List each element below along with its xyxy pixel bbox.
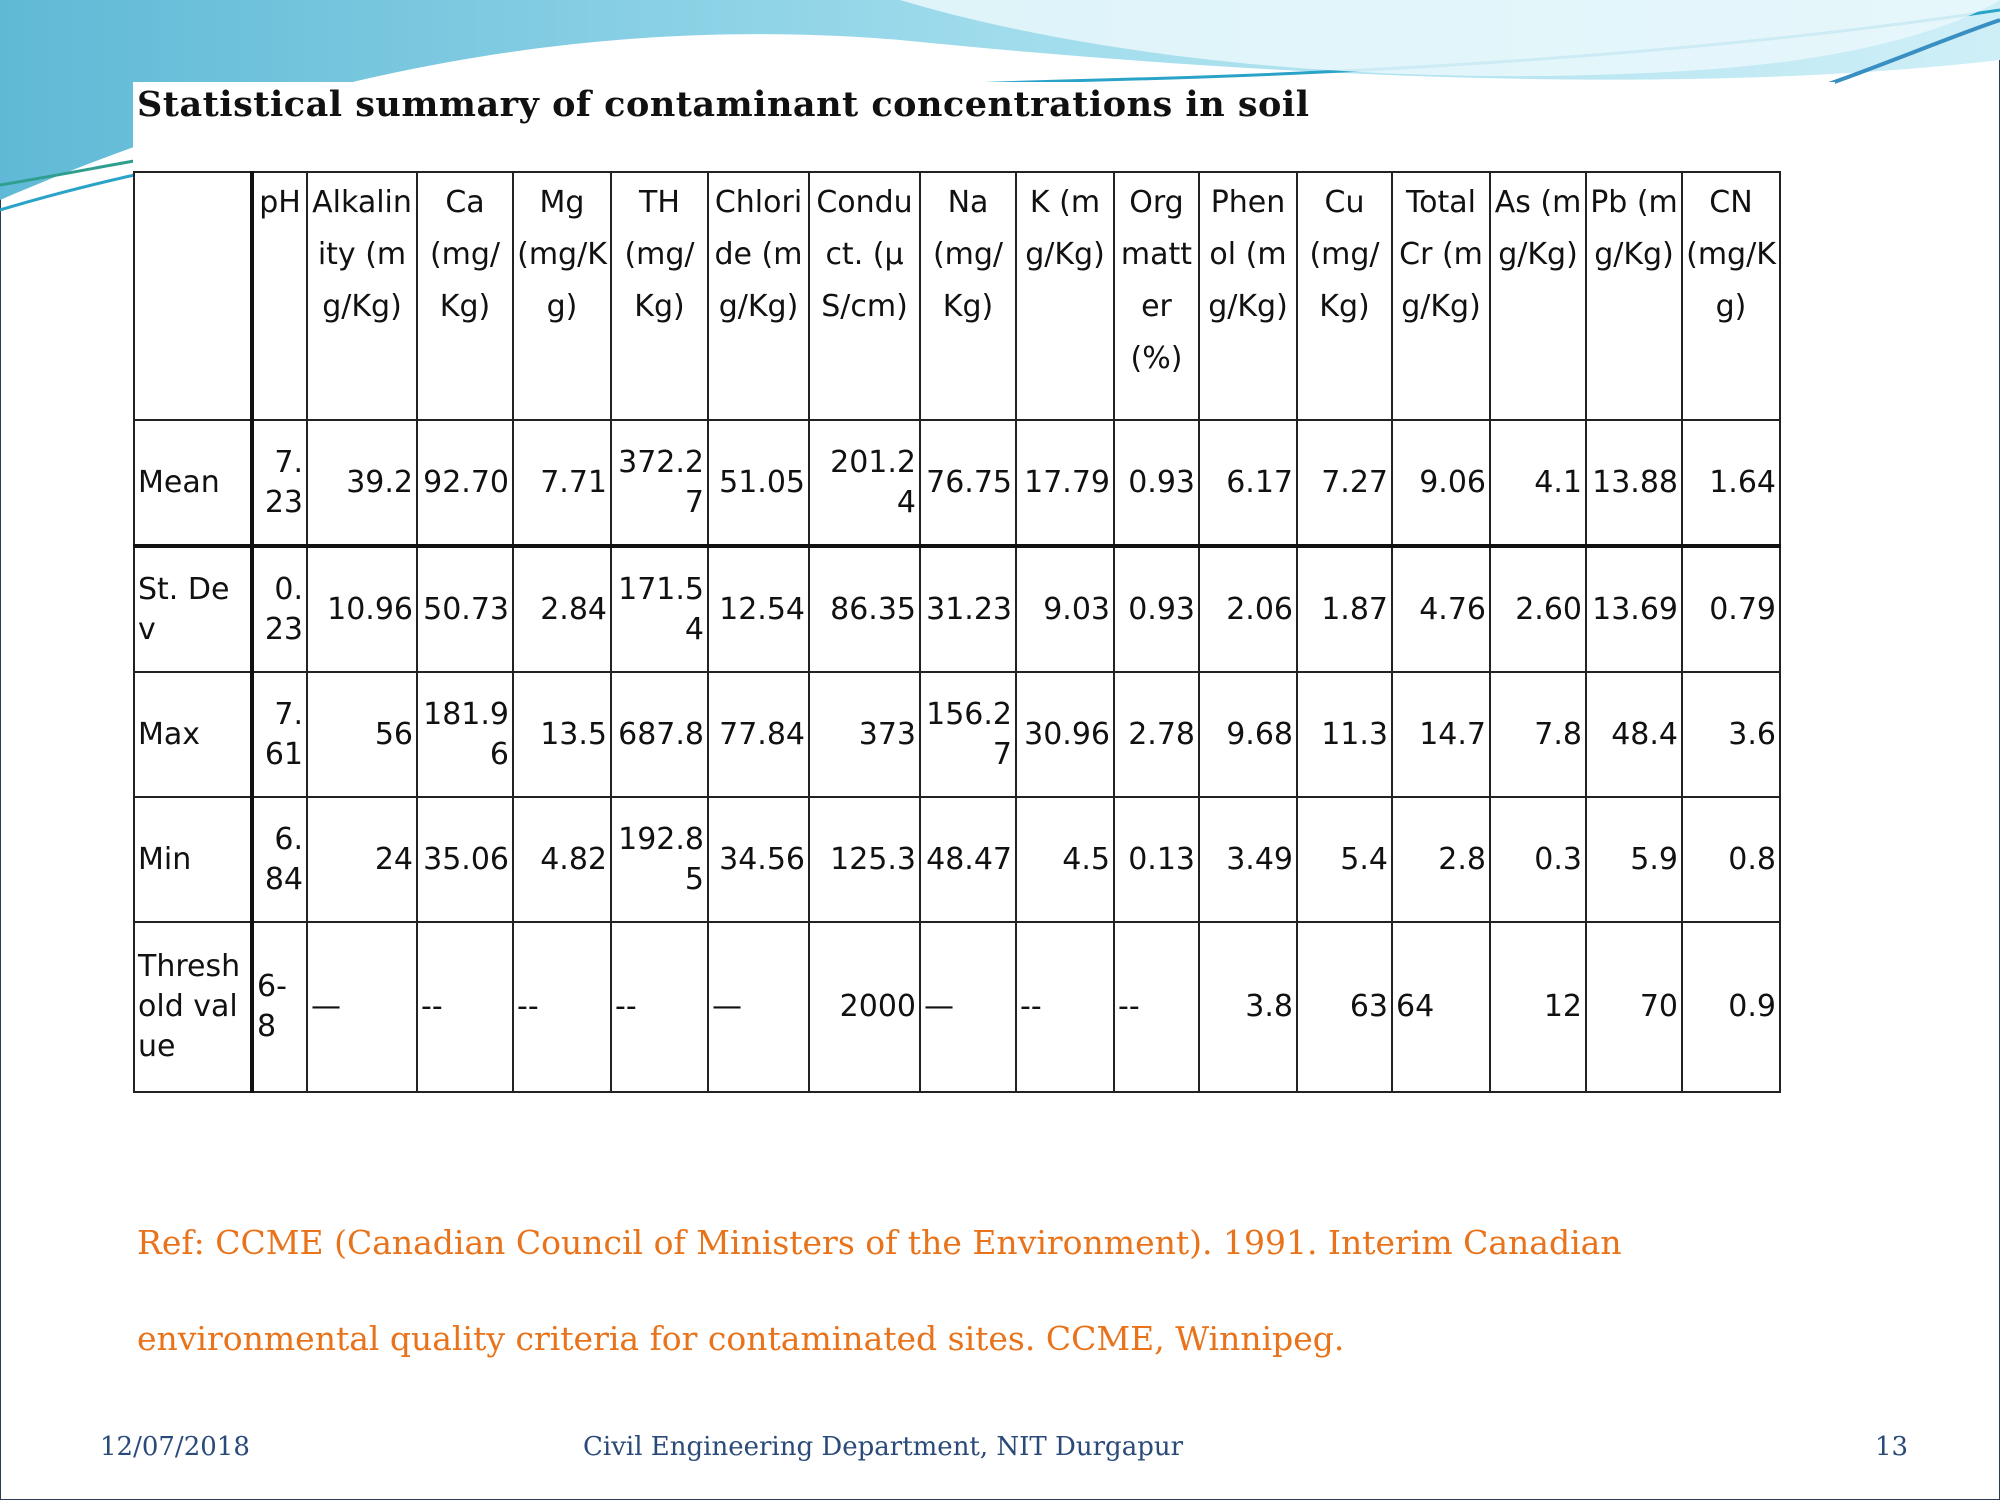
table-cell: 63 (1297, 922, 1392, 1092)
table-cell: 7.8 (1490, 672, 1586, 797)
header-alkalinity: Alkalinity (mg/Kg) (307, 172, 417, 420)
header-cu: Cu (mg/Kg) (1297, 172, 1392, 420)
table-cell: 9.68 (1199, 672, 1297, 797)
table-cell: — (307, 922, 417, 1092)
header-chloride: Chloride (mg/Kg) (708, 172, 809, 420)
header-cell-empty (134, 172, 252, 420)
table-cell: -- (417, 922, 513, 1092)
table-row-mean (134, 420, 1780, 546)
slide-title: Statistical summary of contaminant concentrations in soil (137, 84, 1310, 125)
table-cell: 6-8 (252, 922, 307, 1092)
table-cell: 92.70 (417, 420, 513, 546)
footer-department: Civil Engineering Department, NIT Durgapur (583, 1432, 1184, 1462)
header-pb: Pb (mg/Kg) (1586, 172, 1682, 420)
table-cell: -- (611, 922, 708, 1092)
table-cell: 192.85 (611, 797, 708, 922)
table-cell: 1.64 (1682, 420, 1780, 546)
table-cell: 9.06 (1392, 420, 1490, 546)
table-cell: 12 (1490, 922, 1586, 1092)
header-cn: CN (mg/Kg) (1682, 172, 1780, 420)
table-cell: — (708, 922, 809, 1092)
table-cell: 2.84 (513, 546, 611, 672)
table-cell: 9.03 (1016, 546, 1114, 672)
header-mg: Mg (mg/Kg) (513, 172, 611, 420)
table-cell: 34.56 (708, 797, 809, 922)
header-th: TH (mg/Kg) (611, 172, 708, 420)
table-cell: 4.5 (1016, 797, 1114, 922)
table-cell: 56 (307, 672, 417, 797)
table-cell: 4.1 (1490, 420, 1586, 546)
table-cell: -- (1114, 922, 1199, 1092)
table-cell: 3.6 (1682, 672, 1780, 797)
table-cell: 6.84 (252, 797, 307, 922)
reference-citation (137, 1195, 1777, 1387)
table-cell: 11.3 (1297, 672, 1392, 797)
table-cell: 31.23 (920, 546, 1016, 672)
table-cell: 0.9 (1682, 922, 1780, 1092)
header-total-cr: Total Cr (mg/Kg) (1392, 172, 1490, 420)
table-cell: 2.8 (1392, 797, 1490, 922)
table-cell: 0.79 (1682, 546, 1780, 672)
table-cell: 50.73 (417, 546, 513, 672)
header-ph: pH (252, 172, 307, 420)
table-cell: 0.3 (1490, 797, 1586, 922)
table-cell: 0.13 (1114, 797, 1199, 922)
header-as: As (mg/Kg) (1490, 172, 1586, 420)
table-cell: 2.06 (1199, 546, 1297, 672)
table-cell: 1.87 (1297, 546, 1392, 672)
table-cell: 35.06 (417, 797, 513, 922)
table-cell: 17.79 (1016, 420, 1114, 546)
table-cell: 171.54 (611, 546, 708, 672)
table-cell: 5.4 (1297, 797, 1392, 922)
table-cell: 2.78 (1114, 672, 1199, 797)
table-cell: 3.8 (1199, 922, 1297, 1092)
table-cell: 76.75 (920, 420, 1016, 546)
table-cell: -- (1016, 922, 1114, 1092)
table-cell: 4.82 (513, 797, 611, 922)
table-cell: 48.4 (1586, 672, 1682, 797)
table-row-max (134, 672, 1780, 797)
footer-date: 12/07/2018 (100, 1432, 250, 1462)
table-cell: 64 (1392, 922, 1490, 1092)
table-cell: 7.23 (252, 420, 307, 546)
table-cell: 6.17 (1199, 420, 1297, 546)
table-cell: 39.2 (307, 420, 417, 546)
table-cell: 14.7 (1392, 672, 1490, 797)
header-phenol: Phenol (mg/Kg) (1199, 172, 1297, 420)
reference-line-2: environmental quality criteria for contaminated sites. CCME, Winnipeg. (137, 1319, 1345, 1358)
table-cell: 4.76 (1392, 546, 1490, 672)
table-cell: 3.49 (1199, 797, 1297, 922)
table-cell: 125.3 (809, 797, 920, 922)
table-row-threshold (134, 922, 1780, 1092)
footer-page-number: 13 (1875, 1432, 1909, 1462)
table-cell: 13.69 (1586, 546, 1682, 672)
header-na: Na (mg/Kg) (920, 172, 1016, 420)
header-k: K (mg/Kg) (1016, 172, 1114, 420)
table-cell: 13.88 (1586, 420, 1682, 546)
row-label: Mean (134, 420, 252, 546)
table-cell: 0.93 (1114, 420, 1199, 546)
table-row-st-dev (134, 546, 1780, 672)
table-cell: 12.54 (708, 546, 809, 672)
statistics-table (133, 171, 1781, 1093)
header-ca: Ca (mg/Kg) (417, 172, 513, 420)
table-cell: 24 (307, 797, 417, 922)
table-cell: 0.23 (252, 546, 307, 672)
table-cell: 7.61 (252, 672, 307, 797)
reference-line-1: Ref: CCME (Canadian Council of Ministers of the Environment). 1991. Interim Canadian (137, 1223, 1622, 1262)
table-cell: 201.24 (809, 420, 920, 546)
table-cell: 48.47 (920, 797, 1016, 922)
table-cell: 70 (1586, 922, 1682, 1092)
table-cell: 2.60 (1490, 546, 1586, 672)
table-cell: 2000 (809, 922, 920, 1092)
table-cell: 372.27 (611, 420, 708, 546)
table-cell: 0.8 (1682, 797, 1780, 922)
table-cell: 7.27 (1297, 420, 1392, 546)
table-cell: — (920, 922, 1016, 1092)
row-label: St. Dev (134, 546, 252, 672)
table-cell: 7.71 (513, 420, 611, 546)
table-row-min (134, 797, 1780, 922)
table-cell: 30.96 (1016, 672, 1114, 797)
table-cell: 51.05 (708, 420, 809, 546)
table-cell: 0.93 (1114, 546, 1199, 672)
table-cell: 86.35 (809, 546, 920, 672)
table-cell: 373 (809, 672, 920, 797)
table-cell: 687.8 (611, 672, 708, 797)
header-row (134, 172, 1780, 420)
table-cell: -- (513, 922, 611, 1092)
row-label: Min (134, 797, 252, 922)
row-label: Max (134, 672, 252, 797)
row-label: Threshold value (134, 922, 252, 1092)
table-cell: 156.27 (920, 672, 1016, 797)
header-conductivity: Conduct. (µS/cm) (809, 172, 920, 420)
table-cell: 10.96 (307, 546, 417, 672)
header-org-matter: Org matter (%) (1114, 172, 1199, 420)
table-cell: 181.96 (417, 672, 513, 797)
table-cell: 13.5 (513, 672, 611, 797)
table-cell: 77.84 (708, 672, 809, 797)
table-cell: 5.9 (1586, 797, 1682, 922)
